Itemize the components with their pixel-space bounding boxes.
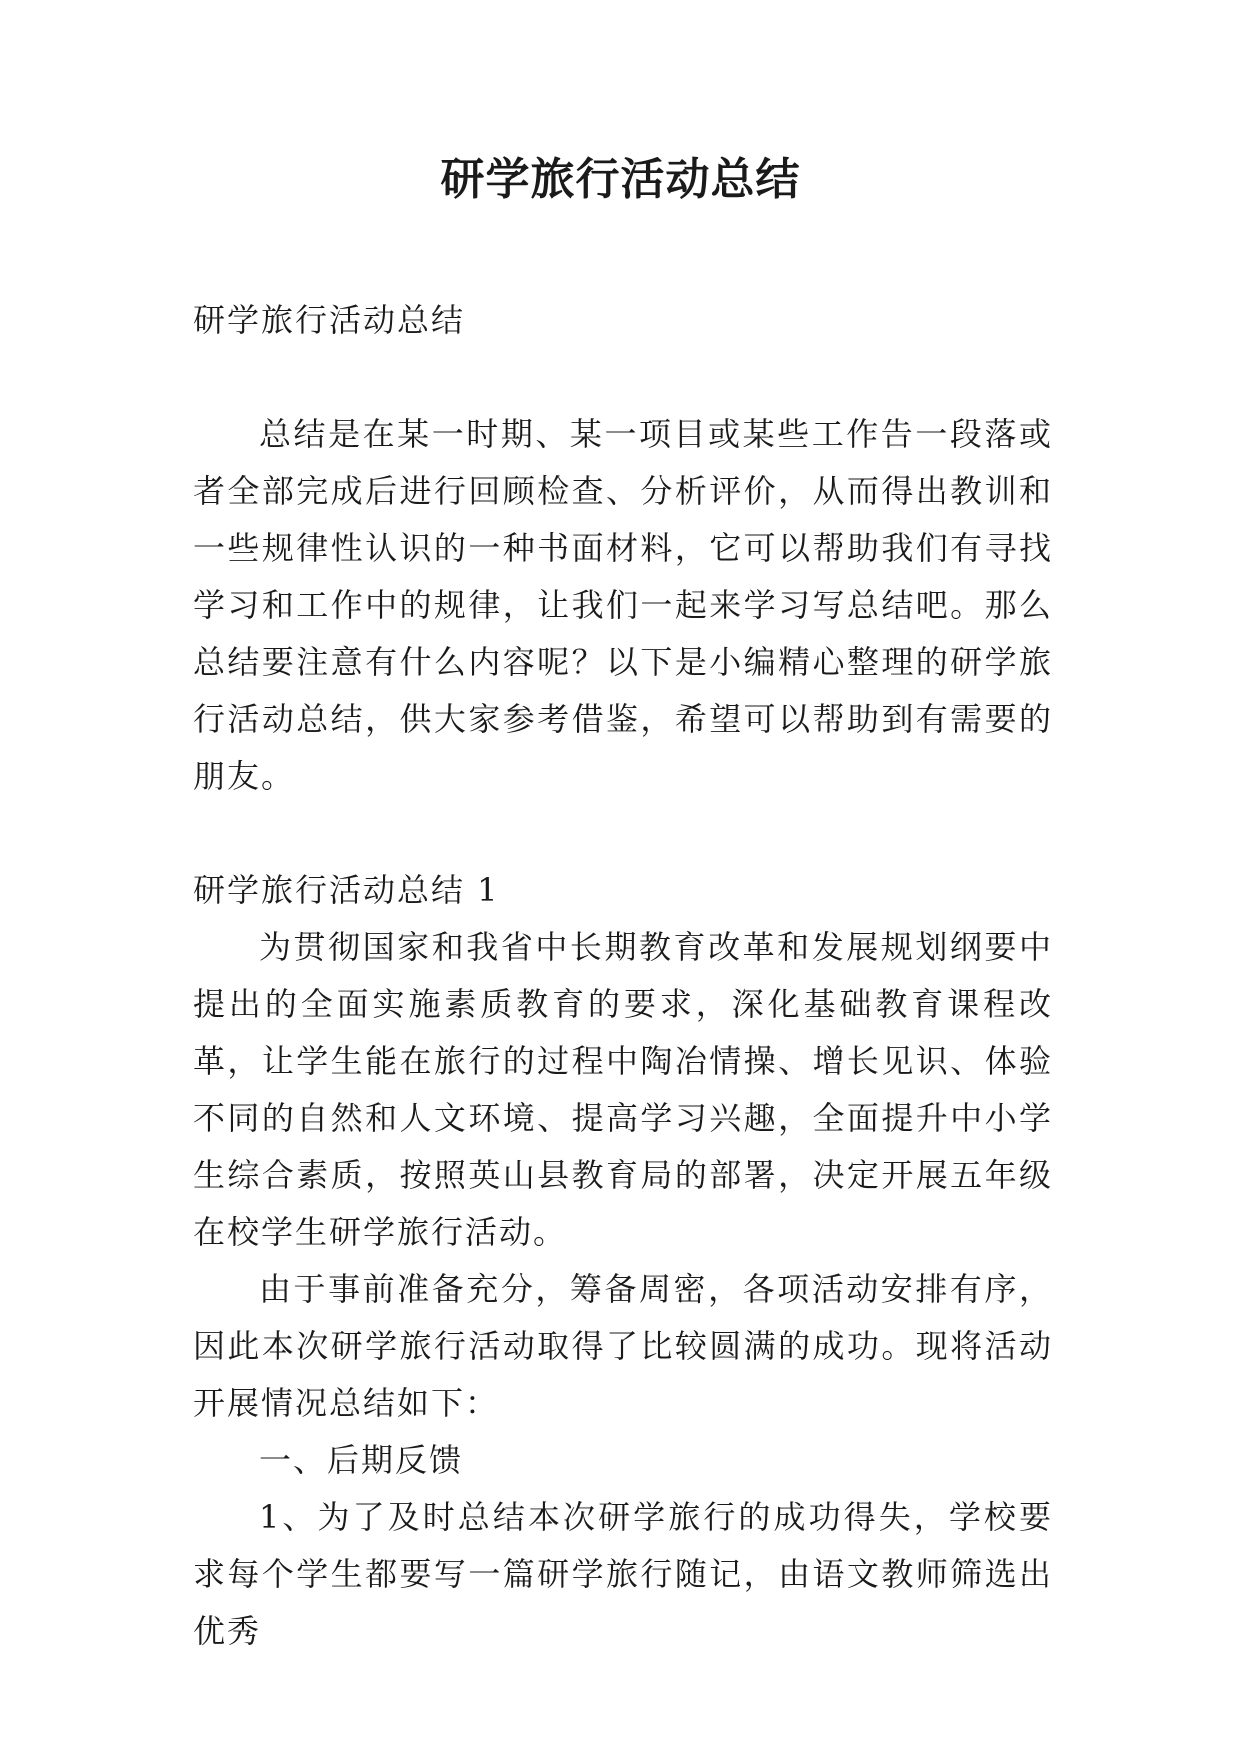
section-heading: 研学旅行活动总结 1 (193, 871, 500, 909)
document-subtitle: 研学旅行活动总结 (193, 301, 466, 339)
list-item: 1、为了及时总结本次研学旅行的成功得失，学校要求每个学生都要写一篇研学旅行随记，由语文教师筛选出优秀 (193, 1498, 1053, 1650)
body-paragraph: 为贯彻国家和我省中长期教育改革和发展规划纲要中提出的全面实施素质教育的要求，深化基础教育课程改革，让学生能在旅行的过程中陶冶情操、增长见识、体验不同的自然和人文环境、提高学习兴趣，全面提升中小学生综合素质，按照英山县教育局的部署，决定开展五年级在校学生研学旅行活动。 (193, 928, 1053, 1251)
subsection-heading: 一、后期反馈 (259, 1441, 464, 1479)
body-paragraph: 由于事前准备充分，筹备周密，各项活动安排有序，因此本次研学旅行活动取得了比较圆满的成功。现将活动开展情况总结如下： (193, 1270, 1053, 1422)
intro-paragraph: 总结是在某一时期、某一项目或某些工作告一段落或者全部完成后进行回顾检查、分析评价，从而得出教训和一些规律性认识的一种书面材料，它可以帮助我们有寻找学习和工作中的规律，让我们一起来学习写总结吧。那么总结要注意有什么内容呢？以下是小编精心整理的研学旅行活动总结，供大家参考借鉴，希望可以帮助到有需要的朋友。 (193, 415, 1053, 795)
document-title: 研学旅行活动总结 (440, 154, 801, 205)
document-body (193, 292, 1053, 1660)
